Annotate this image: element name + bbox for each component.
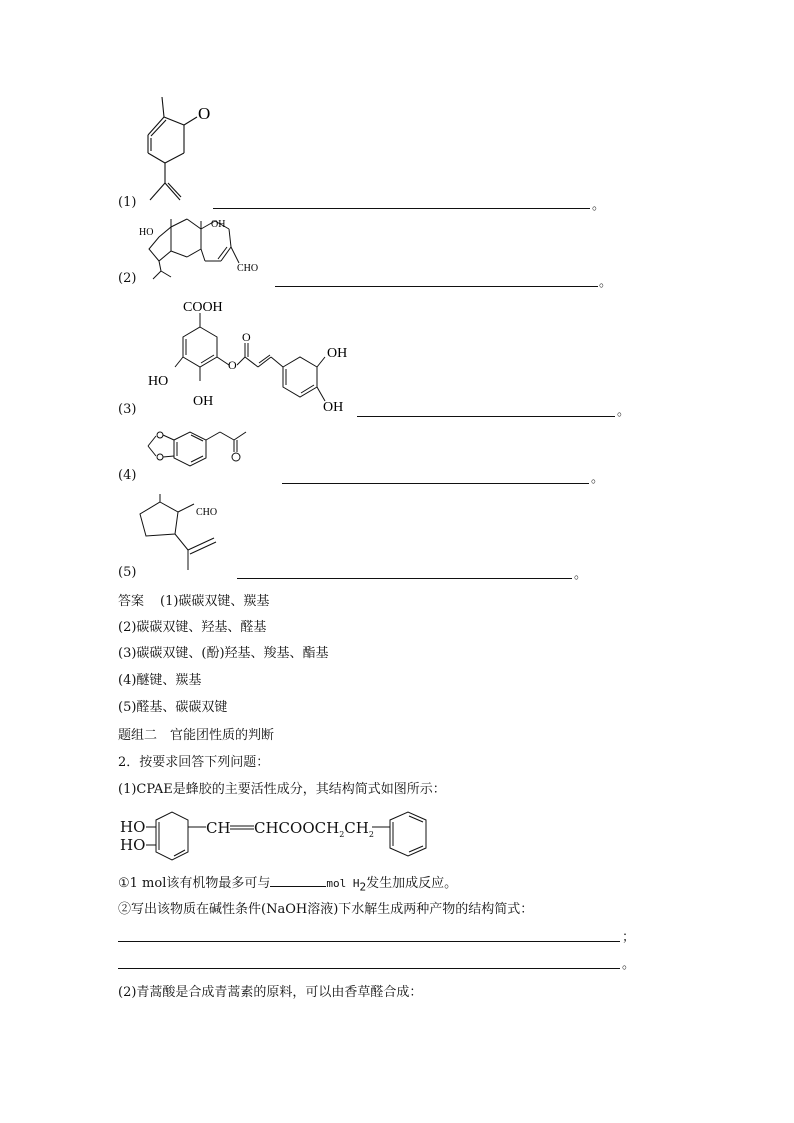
ketone-o-icon: [232, 453, 240, 461]
carbonyl-o-label: O: [198, 104, 211, 123]
question-2-number: (2): [118, 271, 137, 286]
answer-3: (3)碳碳双键、(酚)羟基、羧基、酯基: [118, 646, 329, 661]
cpae-structure: [118, 808, 438, 868]
question-1-end: 。: [592, 198, 606, 213]
sub-question-1-blank[interactable]: [270, 874, 326, 887]
question-5-end: 。: [574, 567, 588, 582]
question-1-number: (1): [118, 195, 137, 210]
oh-right1-label: OH: [327, 346, 348, 361]
structure-4: [140, 428, 270, 483]
sub-question-2: ②写出该物质在碱性条件(NaOH溶液)下水解生成两种产物的结构简式：: [118, 902, 534, 917]
structure-5: [130, 492, 240, 574]
ester-o-label: O: [242, 330, 251, 344]
answer-4: (4)醚键、羰基: [118, 673, 202, 688]
answer-label: 答案: [118, 594, 145, 609]
question-5-number: (5): [118, 565, 137, 580]
cpae-ho-1: HO: [120, 818, 146, 836]
question-2-2: (2)青蒿酸是合成青蒿素的原料，可以由香草醛合成：: [118, 985, 423, 1000]
question-4-number: (4): [118, 468, 137, 483]
oh-label: OH: [211, 219, 226, 230]
question-3-number: (3): [118, 402, 137, 417]
answer-line-7[interactable]: [118, 968, 620, 969]
ho-label: HO: [139, 227, 154, 238]
question-4-end: 。: [591, 471, 605, 486]
question-2-1: (1)CPAE是蜂胶的主要活性成分，其结构简式如图所示：: [118, 782, 446, 797]
answer-line-6[interactable]: [118, 941, 620, 942]
answer-5: (5)醛基、碳碳双键: [118, 700, 228, 715]
cpae-ch: CH: [206, 819, 231, 837]
oh-bottom-label: OH: [193, 394, 214, 409]
question-2-heading: 2．按要求回答下列问题：: [118, 755, 270, 770]
answer-line-5[interactable]: [237, 578, 572, 579]
answer-line-1[interactable]: [213, 208, 590, 209]
ester-link-o-label: O: [228, 358, 237, 372]
answer-1: (1)碳碳双键、羰基: [160, 594, 270, 609]
question-3-end: 。: [617, 404, 631, 419]
structure-3: [145, 295, 360, 415]
cooh-label: COOH: [183, 300, 223, 315]
ho-left-label: HO: [148, 374, 169, 389]
period: 。: [622, 957, 636, 972]
answer-line-2[interactable]: [275, 286, 598, 287]
cpae-ho-2: HO: [120, 836, 146, 854]
question-2-end: 。: [599, 275, 613, 290]
cpae-chain: $CHCOOCH_2CH_2$: [254, 819, 374, 839]
structure-1: [140, 95, 220, 210]
answer-line-4[interactable]: [282, 483, 589, 484]
structure-2: [135, 215, 270, 285]
answer-line-3[interactable]: [357, 416, 615, 417]
sub-question-1: ①1 mol该有机物最多可与 mol $H_2$发生加成反应。: [118, 876, 458, 894]
cho-label: CHO: [237, 263, 259, 274]
semicolon: ；: [622, 930, 636, 945]
cho-label-5: CHO: [196, 507, 218, 518]
answer-2: (2)碳碳双键、羟基、醛基: [118, 620, 267, 635]
oh-right2-label: OH: [323, 400, 344, 415]
group2-title: 题组二 官能团性质的判断: [118, 728, 275, 743]
